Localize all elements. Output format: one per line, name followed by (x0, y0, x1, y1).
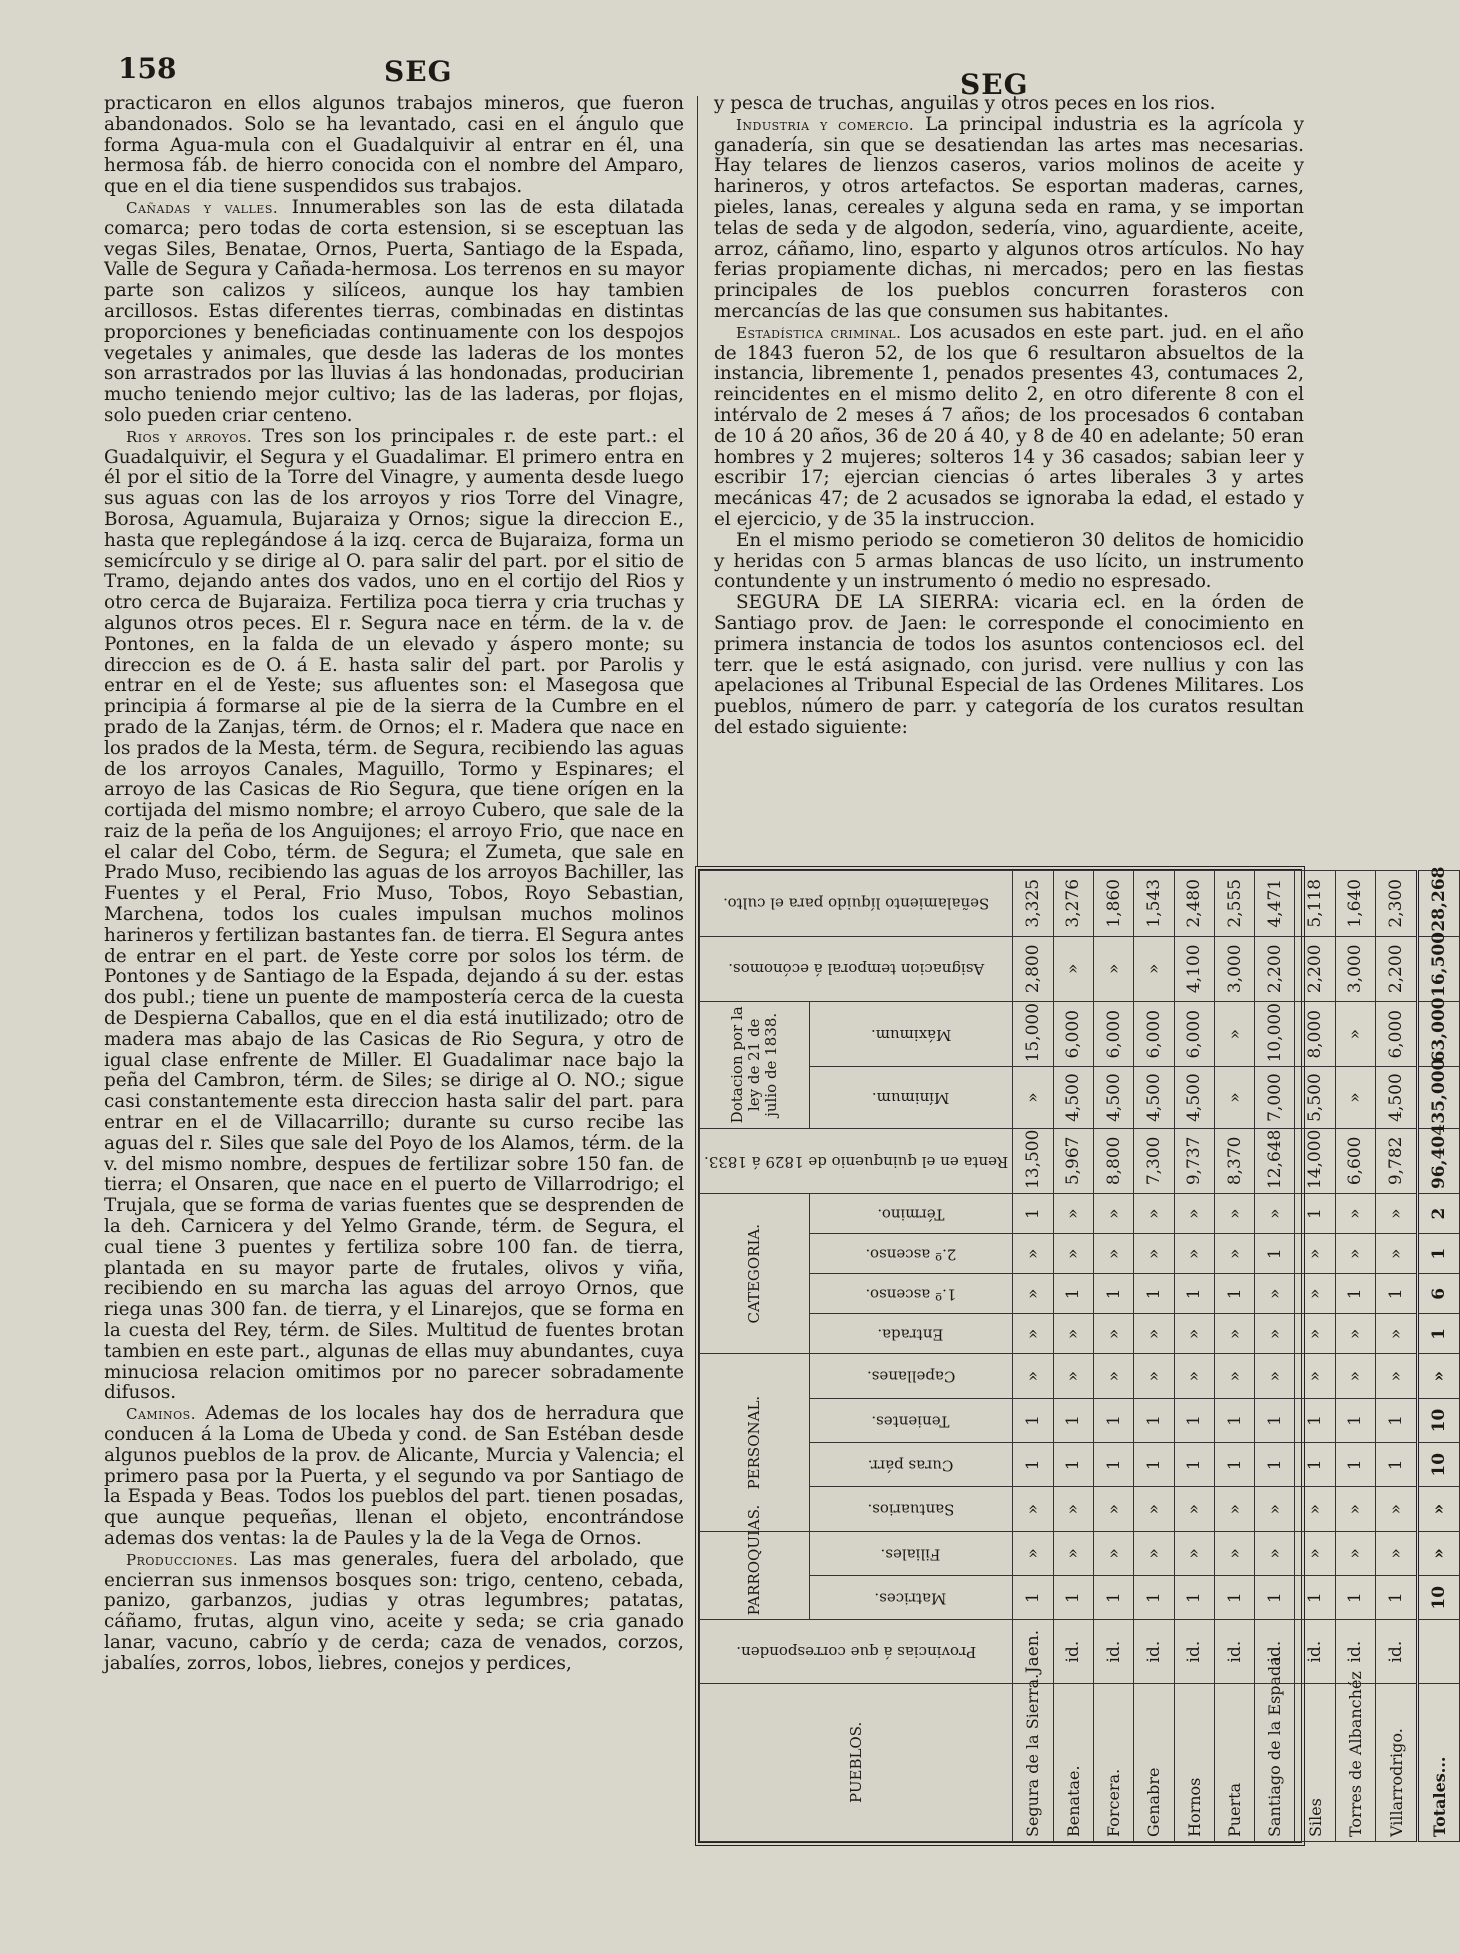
header-filiales: Filiales. (809, 1531, 1012, 1575)
table-cell-tenientes: 1 (1376, 1398, 1418, 1442)
table-cell-curas: 1 (1214, 1443, 1254, 1487)
table-cell-entrada: » (1214, 1314, 1254, 1354)
table-cell-asig: 2,200 (1255, 936, 1295, 1001)
table-cell-curas: 1 (1053, 1443, 1093, 1487)
table-row (1093, 871, 1133, 1842)
table-row (1134, 871, 1174, 1842)
header-categoria: CATEGORIA. (700, 1194, 810, 1354)
running-head-right: SEG (960, 68, 1029, 101)
table-row (1174, 871, 1214, 1842)
table-cell-asc2: » (1174, 1234, 1214, 1274)
table-cell-asc2: 1 (1255, 1234, 1295, 1274)
header-santuarios: Santuarios. (809, 1487, 1012, 1531)
table-row (1255, 871, 1295, 1842)
table-cell-capellanes: » (1013, 1354, 1053, 1398)
table-cell-tenientes: 1 (1093, 1398, 1133, 1442)
table-cell-entrada: » (1093, 1314, 1133, 1354)
table-row (1013, 871, 1053, 1842)
table-cell-asig: 2,800 (1013, 936, 1053, 1001)
table-cell-termino: » (1093, 1194, 1133, 1234)
header-termino: Término. (809, 1194, 1012, 1234)
table-cell-capellanes: » (1174, 1354, 1214, 1398)
table-cell-santuarios: » (1295, 1487, 1335, 1531)
table-cell-tenientes: 1 (1053, 1398, 1093, 1442)
table-cell-filiales: » (1053, 1531, 1093, 1575)
table-cell-matrices: 1 (1053, 1576, 1093, 1620)
table-cell-asig: 4,100 (1174, 936, 1214, 1001)
table-cell-curas: 1 (1295, 1443, 1335, 1487)
table-cell-santuarios: » (1255, 1487, 1295, 1531)
table-cell-curas: 1 (1013, 1443, 1053, 1487)
section-text-estadistica: Los acusados en este part. jud. en el año de 1843 fueron 52, de los que 6 resultaron absueltos de la instancia, libremente 1, penados presentes 43, contumaces 2, reincidentes en el mismo delito 2, en otro diferente 8 con el intérvalo de 2 meses á 7 años; de los procesados 6 contaban de 10 á 20 años, 36 de 20 á 40, y 8 de 40 en adelante; 50 eran hombres y 2 mujeres; solteros 14 y 36 casados; sabian leer y escribir 17; ejercian ciencias ó artes liberales 3 y artes mecánicas 47; de 2 acusados se ignoraba la edad, el estado y el ejercicio, y de 35 la instruccion. (714, 321, 1304, 530)
table-cell-pueblo: Benatae. (1053, 1683, 1093, 1841)
entry-title-segura: SEGURA DE LA SIERRA: (736, 592, 1000, 614)
table-cell-culto: 1,640 (1335, 871, 1375, 937)
table-cell-entrada: » (1335, 1314, 1375, 1354)
header-personal: PERSONAL. (700, 1354, 810, 1531)
table-cell-asc1: 1 (1134, 1274, 1174, 1314)
table-cell-renta: 14,000 (1295, 1128, 1335, 1193)
statistics-table (699, 866, 1460, 1842)
table-cell-termino: » (1214, 1194, 1254, 1234)
table-cell-entrada: » (1174, 1314, 1214, 1354)
table-cell-matrices: 1 (1093, 1576, 1133, 1620)
table-cell-filiales: » (1418, 1531, 1460, 1575)
section-text-canadas: Innumerables son las de esta dilatada comarca; pero todas de corta estension, si se esceptuan las vegas Siles, Benatae, Ornos, Puerta, Santiago de la Espada, Valle de Segura y Cañada-hermosa. Los terrenos en su mayor parte son calizos y silíceos, aunque los hay tambien arcillosos. Estas diferentes tierras, combinadas en distintas proporciones y beneficiadas continuamente con los despojos vegetales y animales, que desde las laderas de los montes son arrastrados por las lluvias á las hondonadas, producirian mucho teniendo mejor cultivo; las de las laderas, por flojas, solo pueden criar centeno. (104, 196, 684, 426)
header-maximum: Máximum. (809, 1002, 1012, 1067)
table-cell-prov: id. (1295, 1620, 1335, 1683)
left-column (104, 94, 684, 1844)
table-cell-curas: 1 (1174, 1443, 1214, 1487)
table-cell-entrada: » (1376, 1314, 1418, 1354)
table-cell-prov: id. (1376, 1620, 1418, 1683)
table-cell-filiales: » (1174, 1531, 1214, 1575)
table-cell-filiales: » (1376, 1531, 1418, 1575)
table-cell-asig: 3,000 (1335, 936, 1375, 1001)
rotated-table-frame (695, 866, 1450, 1846)
table-cell-min: 4,500 (1053, 1067, 1093, 1128)
table-cell-tenientes: 1 (1174, 1398, 1214, 1442)
table-cell-pueblo: Totales... (1418, 1683, 1460, 1841)
table-cell-asig: 2,200 (1295, 936, 1335, 1001)
table-cell-tenientes: 1 (1295, 1398, 1335, 1442)
table-cell-matrices: 1 (1335, 1576, 1375, 1620)
table-cell-termino: 1 (1013, 1194, 1053, 1234)
table-cell-prov: id. (1093, 1620, 1133, 1683)
table-cell-curas: 1 (1134, 1443, 1174, 1487)
table-cell-max: 8,000 (1295, 1002, 1335, 1067)
header-curas: Curas párr. (809, 1443, 1012, 1487)
table-cell-pueblo: Siles (1295, 1683, 1335, 1841)
table-row (1376, 871, 1418, 1842)
table-cell-termino: » (1335, 1194, 1375, 1234)
table-cell-matrices: 1 (1214, 1576, 1254, 1620)
table-row (1053, 871, 1093, 1842)
table-cell-prov: id. (1134, 1620, 1174, 1683)
paragraph-rios (104, 427, 684, 1404)
table-cell-capellanes: » (1093, 1354, 1133, 1398)
table-cell-asig: » (1134, 936, 1174, 1001)
table-cell-culto: 2,555 (1214, 871, 1254, 937)
table-cell-asig: » (1093, 936, 1133, 1001)
table-cell-termino: » (1053, 1194, 1093, 1234)
table-cell-asc2: » (1093, 1234, 1133, 1274)
table-cell-prov: id. (1214, 1620, 1254, 1683)
table-cell-curas: 1 (1093, 1443, 1133, 1487)
table-cell-renta: 96,404 (1418, 1128, 1460, 1193)
table-cell-asc1: » (1295, 1274, 1335, 1314)
table-cell-matrices: 1 (1013, 1576, 1053, 1620)
table-cell-asig: 16,500 (1418, 936, 1460, 1001)
table-cell-renta: 8,370 (1214, 1128, 1254, 1193)
header-renta: Renta en el quinquenio de 1829 á 1833. (700, 1128, 1013, 1193)
table-cell-renta: 12,648 (1255, 1128, 1295, 1193)
table-cell-culto: 5,118 (1295, 871, 1335, 937)
table-cell-asc1: 1 (1214, 1274, 1254, 1314)
table-cell-entrada: » (1134, 1314, 1174, 1354)
table-cell-matrices: 10 (1418, 1576, 1460, 1620)
table-cell-asc1: 1 (1093, 1274, 1133, 1314)
header-ascenso1: 1.º ascenso. (809, 1274, 1012, 1314)
header-matrices: Matrices. (809, 1576, 1012, 1620)
section-title-canadas: Cañadas y valles. (126, 198, 279, 217)
table-cell-termino: » (1134, 1194, 1174, 1234)
table-cell-termino: » (1174, 1194, 1214, 1234)
paragraph-segura (714, 593, 1304, 739)
table-cell-matrices: 1 (1255, 1576, 1295, 1620)
table-cell-matrices: 1 (1376, 1576, 1418, 1620)
table-cell-min: 4,500 (1174, 1067, 1214, 1128)
table-cell-santuarios: » (1335, 1487, 1375, 1531)
table-cell-capellanes: » (1134, 1354, 1174, 1398)
table-cell-asc1: 6 (1418, 1274, 1460, 1314)
section-title-rios: Rios y arroyos. (126, 427, 253, 446)
section-title-industria: Industria y comercio. (736, 115, 915, 134)
table-row (1335, 871, 1375, 1842)
table-cell-renta: 8,800 (1093, 1128, 1133, 1193)
table-cell-max: » (1214, 1002, 1254, 1067)
paragraph-estadistica (714, 323, 1304, 531)
table-cell-tenientes: 1 (1214, 1398, 1254, 1442)
table-cell-tenientes: 10 (1418, 1398, 1460, 1442)
table-cell-culto: 1,543 (1134, 871, 1174, 937)
table-cell-prov (1418, 1620, 1460, 1683)
table-cell-asc1: 1 (1174, 1274, 1214, 1314)
table-cell-filiales: » (1255, 1531, 1295, 1575)
table-cell-capellanes: » (1335, 1354, 1375, 1398)
table-cell-asc1: 1 (1053, 1274, 1093, 1314)
table-body (1013, 866, 1460, 1842)
table-cell-pueblo: Puerta (1214, 1683, 1254, 1841)
table-cell-prov: id. (1053, 1620, 1093, 1683)
table-cell-min: 4,500 (1376, 1067, 1418, 1128)
section-text-industria: La principal industria es la agrícola y ganadería, sin que se desatiendan las artes mas necesarias. Hay telares de lienzos caseros, varios molinos de aceite y harineros, y otros artefactos. Se esportan maderas, carnes, pieles, lanas, cereales y alguna seda en rama, y se importan telas de seda y de algodon, sedería, vino, aguardiente, aceite, arroz, cáñamo, lino, esparto y algunos otros artículos. No hay ferias propiamente dichas, ni mercados; pero en las fiestas principales de los pueblos concurren forasteros con mercancías de las que consumen sus habitantes. (714, 113, 1304, 322)
table-cell-capellanes: » (1255, 1354, 1295, 1398)
statistics-table-wrapper (695, 866, 1450, 1846)
paragraph-intro: practicaron en ellos algunos trabajos mineros, que fueron abandonados. Solo se ha levantado, casi en el ángulo que forma Agua-mula con el Guadalquivir al entrar en él, una hermosa fáb. de hierro conocida con el nombre del Amparo, que en el dia tiene suspendidos sus trabajos. (104, 93, 684, 198)
table-cell-culto: 2,300 (1376, 871, 1418, 937)
header-dotacion: Dotacion por la ley de 21 de julio de 1838. (700, 1002, 810, 1129)
table-cell-santuarios: » (1376, 1487, 1418, 1531)
table-cell-asig: 2,200 (1376, 936, 1418, 1001)
table-cell-pueblo: Forcera. (1093, 1683, 1133, 1841)
paragraph-pesca: y pesca de truchas, anguilas y otros peces en los rios. (714, 93, 1216, 114)
table-cell-filiales: » (1214, 1531, 1254, 1575)
table-cell-asig: » (1053, 936, 1093, 1001)
table-cell-santuarios: » (1013, 1487, 1053, 1531)
header-capellanes: Capellanes. (809, 1354, 1012, 1398)
table-cell-matrices: 1 (1134, 1576, 1174, 1620)
header-minimum: Mínimum. (809, 1067, 1012, 1128)
table-cell-filiales: » (1295, 1531, 1335, 1575)
table-cell-termino: » (1255, 1194, 1295, 1234)
table-cell-capellanes: » (1214, 1354, 1254, 1398)
table-cell-max: 10,000 (1255, 1002, 1295, 1067)
table-cell-culto: 28,268 (1418, 871, 1460, 937)
table-cell-santuarios: » (1053, 1487, 1093, 1531)
table-cell-curas: 1 (1376, 1443, 1418, 1487)
table-cell-filiales: » (1013, 1531, 1053, 1575)
table-cell-capellanes: » (1295, 1354, 1335, 1398)
table-cell-renta: 9,737 (1174, 1128, 1214, 1193)
table-cell-culto: 1,860 (1093, 871, 1133, 937)
section-text-producciones: Las mas generales, fuera del arbolado, que encierran sus inmensos bosques son: trigo, centeno, cebada, panizo, garbanzos, judias y otras legumbres; patatas, cáñamo, frutas, algun vino, aceite y seda; se cria ganado lanar, vacuno, cabrío y de cerda; caza de venados, corzos, jabalíes, zorros, lobos, liebres, conejos y perdices, (104, 1548, 684, 1674)
header-senalamiento: Señalamiento líquido para el culto. (700, 871, 1013, 937)
table-cell-max: 6,000 (1053, 1002, 1093, 1067)
table-cell-pueblo: Genabre (1134, 1683, 1174, 1841)
table-cell-pueblo: Torres de Albanchéz (1335, 1683, 1375, 1841)
table-cell-capellanes: » (1053, 1354, 1093, 1398)
table-cell-termino: 1 (1295, 1194, 1335, 1234)
table-cell-filiales: » (1335, 1531, 1375, 1575)
table-cell-pueblo: Villarrodrigo. (1376, 1683, 1418, 1841)
table-cell-renta: 7,300 (1134, 1128, 1174, 1193)
table-cell-matrices: 1 (1174, 1576, 1214, 1620)
table-cell-prov: id. (1335, 1620, 1375, 1683)
table-cell-tenientes: 1 (1013, 1398, 1053, 1442)
table-cell-asc2: » (1053, 1234, 1093, 1274)
table-cell-asc2: » (1335, 1234, 1375, 1274)
table-cell-asc1: » (1255, 1274, 1295, 1314)
table-cell-santuarios: » (1418, 1487, 1460, 1531)
table-cell-filiales: » (1093, 1531, 1133, 1575)
table-cell-min: 4,500 (1093, 1067, 1133, 1128)
table-cell-capellanes: » (1376, 1354, 1418, 1398)
section-title-estadistica: Estadística criminal. (736, 323, 902, 342)
section-text-caminos: Ademas de los locales hay dos de herradura que conducen á la Loma de Ubeda y cond. de San Estéban desde algunos pueblos de la prov. de Alicante, Murcia y Valencia; el primero pasa por la Puerta, y el segundo va por Santiago de la Espada y Beas. Todos los pueblos del part. tienen posadas, que aunque pequeñas, llenan el objeto, encontrándose ademas dos ventas: la de Paules y la de la Vega de Ornos. (104, 1403, 684, 1549)
paragraph-caminos (104, 1404, 684, 1550)
paragraph-industria (714, 115, 1304, 323)
table-cell-prov: id. (1255, 1620, 1295, 1683)
table-cell-asig: 3,000 (1214, 936, 1254, 1001)
table-cell-tenientes: 1 (1134, 1398, 1174, 1442)
table-cell-entrada: 1 (1418, 1314, 1460, 1354)
table-cell-capellanes: » (1418, 1354, 1460, 1398)
table-cell-curas: 10 (1418, 1443, 1460, 1487)
table-row (1295, 871, 1335, 1842)
table-cell-min: 5,500 (1295, 1067, 1335, 1128)
table-cell-prov: id. (1174, 1620, 1214, 1683)
running-head-left: SEG (384, 55, 453, 88)
table-cell-max: » (1335, 1002, 1375, 1067)
table-cell-asc2: » (1295, 1234, 1335, 1274)
table-cell-asc2: » (1134, 1234, 1174, 1274)
table-cell-curas: 1 (1335, 1443, 1375, 1487)
table-cell-max: 6,000 (1093, 1002, 1133, 1067)
header-pueblos: PUEBLOS. (700, 1683, 1013, 1841)
right-column (714, 94, 1304, 864)
table-cell-prov: Jaen. (1013, 1620, 1053, 1683)
table-cell-asc2: » (1214, 1234, 1254, 1274)
table-cell-asc1: » (1013, 1274, 1053, 1314)
table-totals-row (1418, 871, 1460, 1842)
table-cell-renta: 6,600 (1335, 1128, 1375, 1193)
table-cell-min: » (1335, 1067, 1375, 1128)
header-entrada: Entrada. (809, 1314, 1012, 1354)
table-cell-entrada: » (1013, 1314, 1053, 1354)
table-cell-pueblo: Santiago de la Espada (1255, 1683, 1295, 1841)
table-cell-culto: 3,325 (1013, 871, 1053, 937)
header-ascenso2: 2.º ascenso. (809, 1234, 1012, 1274)
table-cell-culto: 4,471 (1255, 871, 1295, 937)
header-parroquias: PARROQUIAS. (700, 1531, 810, 1620)
paragraph-canadas (104, 198, 684, 427)
table-cell-max: 63,000 (1418, 1002, 1460, 1067)
table-cell-tenientes: 1 (1335, 1398, 1375, 1442)
table-cell-asc2: » (1376, 1234, 1418, 1274)
page-number: 158 (118, 52, 177, 85)
table-cell-renta: 5,967 (1053, 1128, 1093, 1193)
table-cell-santuarios: » (1174, 1487, 1214, 1531)
table-row (1214, 871, 1254, 1842)
table-cell-termino: » (1376, 1194, 1418, 1234)
table-cell-entrada: » (1295, 1314, 1335, 1354)
table-cell-culto: 3,276 (1053, 871, 1093, 937)
header-asignacion: Asignacion temporal á ecónomos. (700, 936, 1013, 1001)
paragraph-producciones (104, 1550, 684, 1675)
table-cell-culto: 2,480 (1174, 871, 1214, 937)
table-cell-max: 15,000 (1013, 1002, 1053, 1067)
table-cell-asc1: 1 (1335, 1274, 1375, 1314)
table-cell-min: » (1013, 1067, 1053, 1128)
section-title-caminos: Caminos. (126, 1405, 196, 1424)
section-title-producciones: Producciones. (126, 1550, 239, 1569)
table-cell-santuarios: » (1134, 1487, 1174, 1531)
table-cell-min: 7,000 (1255, 1067, 1295, 1128)
table-cell-asc2: 1 (1418, 1234, 1460, 1274)
table-cell-max: 6,000 (1134, 1002, 1174, 1067)
table-cell-tenientes: 1 (1255, 1398, 1295, 1442)
table-cell-santuarios: » (1093, 1487, 1133, 1531)
section-text-rios: Tres son los principales r. de este part.: el Guadalquivir, el Segura y el Guadalimar. El primero entra en él por el sitio de la Torre del Vinagre, y aumenta desde luego sus aguas con las de los arroyos y rios Torre del Vinagre, Borosa, Aguamula, Bujaraiza y Ornos; sigue la direccion E., hasta que replegándose á la izq. cerca de Bujaraiza, forma un semicírculo y se dirige al O. para salir del part. por el sitio de Tramo, dejando antes dos vados, uno en el cortijo del Rios y otro cerca de Bujaraiza. Fertiliza poca tierra y cria truchas y algunos otros peces. El r. Segura nace en térm. de la v. de Pontones, en la falda de un elevado y áspero monte; su direccion es de O. á E. hasta salir del part. por Parolis y entrar en el de Yeste; sus afluentes son: el Masegosa que principia á formarse al pie de la sierra de la Cumbre en el prado de la Zanjas, térm. de Ornos; el r. Madera que nace en los prados de la Mesta, térm. de Segura, recibiendo las aguas de los arroyos Canales, Maguillo, Tormo y Espinares; el arroyo de las Casicas de Rio Segura, que tiene orígen en la cortijada del mismo nombre; el arroyo Cubero, que sale de la raiz de la peña de los Anguijones; el arroyo Frio, que nace en el calar del Cobo, térm. de Segura; el Zumeta, que sale en Prado Muso, recibiendo las aguas de los arroyos Bachiller, las Fuentes y el Peral, Frio Muso, Tobos, Royo Sebastian, Marchena, todos los cuales impulsan muchos molinos harineros y fertilizan bastantes fan. de tierra. El Segura antes de entrar en el part. de Yeste corre por solos los térm. de Pontones y de Santiago de la Espada, dejando á su der. estas dos publ.; tiene un puente de mampostería cerca de la cuesta de Despierna Caballos, que en el dia está inutilizado; otro de madera mas abajo de las Casicas de Rio Segura, y otro de igual clase enfrente de Miller. El Guadalimar nace bajo la peña del Cambron, térm. de Siles; se dirige al O. NO.; sigue casi constantemente esta direccion hasta salir del part. para entrar en el de Villacarrillo; durante su curso recibe las aguas del r. Siles que sale del Poyo de los Alamos, térm. de la v. del mismo nombre, despues de fertilizar sobre 150 fan. de tierra; el Onsaren, que nace en el puerto de Villarrodrigo; el Trujala, que se forma de varias fuentes que se desprenden de la deh. Carnicera y del Yelmo Grande, térm. de Segura, el cual tiene 3 puentes y fertiliza sobre 100 fan. de tierra, plantada en su mayor parte de frutales, olivos y viña, recibiendo en su marcha las aguas del arroyo Ornos, que riega unas 300 fan. de tierra, y el Linarejos, que se forma en la cuesta del Rey, térm. de Siles. Multitud de fuentes brotan tambien en este part., algunas de ellas muy abundantes, cuya minuciosa relacion omitimos por no parecer sobradamente difusos. (104, 425, 684, 1404)
table-cell-entrada: » (1053, 1314, 1093, 1354)
table-cell-min: 4,500 (1134, 1067, 1174, 1128)
table-cell-pueblo: Segura de la Sierra. (1013, 1683, 1053, 1841)
table-cell-santuarios: » (1214, 1487, 1254, 1531)
table-cell-min: 35,000 (1418, 1067, 1460, 1128)
table-cell-matrices: 1 (1295, 1576, 1335, 1620)
table-cell-max: 6,000 (1376, 1002, 1418, 1067)
table-cell-max: 6,000 (1174, 1002, 1214, 1067)
header-provincias: Provincias á que corresponden. (700, 1620, 1013, 1683)
table-cell-entrada: » (1255, 1314, 1295, 1354)
table-cell-curas: 1 (1255, 1443, 1295, 1487)
table-cell-pueblo: Hornos (1174, 1683, 1214, 1841)
table-cell-min: » (1214, 1067, 1254, 1128)
paragraph-delitos: En el mismo periodo se cometieron 30 delitos de homicidio y heridas con 5 armas blancas de uso lícito, un instrumento contundente y un instrumento ó medio no espresado. (714, 529, 1304, 593)
header-tenientes: Tenientes. (809, 1398, 1012, 1442)
table-cell-asc1: 1 (1376, 1274, 1418, 1314)
table-cell-filiales: » (1134, 1531, 1174, 1575)
table-cell-termino: 2 (1418, 1194, 1460, 1234)
table-cell-renta: 13,500 (1013, 1128, 1053, 1193)
entry-text-segura: vicaria ecl. en la órden de Santiago prov. de Jaen: le corresponde el conocimiento en primera instancia de todos los asuntos contenciosos ecl. del terr. que le está asignado, con jurisd. vere nullius y con las apelaciones al Tribunal Especial de las Ordenes Militares. Los pueblos, número de parr. y categoría de los curatos resultan del estado siguiente: (714, 592, 1304, 738)
table-cell-asc2: » (1013, 1234, 1053, 1274)
table-cell-renta: 9,782 (1376, 1128, 1418, 1193)
